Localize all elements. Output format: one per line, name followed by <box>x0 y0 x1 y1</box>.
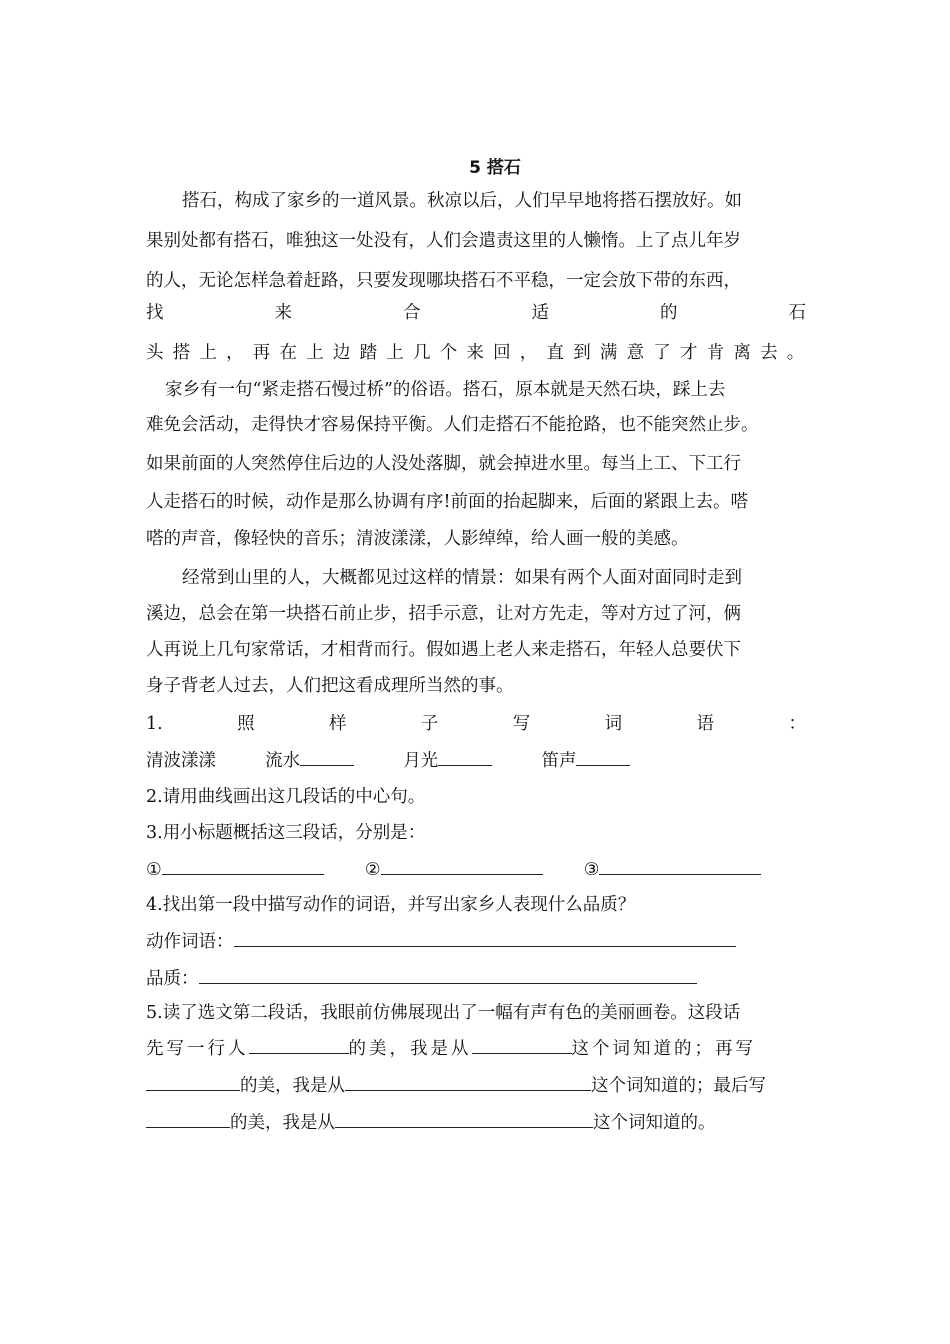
passage-line: 的人，无论怎样急着赶路，只要发现哪块搭石不平稳，一定会放下带的东西， <box>146 271 741 291</box>
question-1 <box>146 712 806 736</box>
q5-text: 先写一行人 <box>146 1039 249 1059</box>
spread-char: 来 <box>274 303 292 323</box>
q5-text: 的美，我是从 <box>230 1113 335 1133</box>
question-5-line2 <box>146 1036 756 1061</box>
q5-text: 这个词知道的。 <box>593 1113 716 1133</box>
passage-line: 身子背老人过去，人们把这看成理所当然的事。 <box>146 676 514 696</box>
spread-char: 适 <box>531 303 549 323</box>
q1-item: 笛声 <box>541 751 577 771</box>
answer-blank[interactable] <box>576 748 630 766</box>
answer-blank[interactable] <box>300 748 354 766</box>
marker-2: ② <box>364 860 381 880</box>
spread-char: 石 <box>788 303 806 323</box>
spread-char: 找 <box>146 303 164 323</box>
passage-line: 人走搭石的时候，动作是那么协调有序!前面的抬起脚来，后面的紧跟上去。嗒 <box>146 492 749 512</box>
marker-3: ③ <box>583 860 600 880</box>
passage-line: 头搭上，再在上边踏上几个来回，直到满意了才肯离去。 <box>146 343 814 363</box>
passage-line: 如果前面的人突然停住后边的人没处落脚，就会掉进水里。每当上工、下工行 <box>146 454 741 474</box>
q1-char: 写 <box>512 714 531 734</box>
q5-text: 这个词知道的；再写 <box>571 1039 756 1059</box>
question-3: 3.用小标题概括这三段话，分别是： <box>146 823 426 843</box>
passage-line: 果别处都有搭石，唯独这一处没有，人们会遣责这里的人懒惰。上了点儿年岁 <box>146 231 741 251</box>
quality-label: 品质： <box>146 969 199 989</box>
q1-char: 子 <box>420 714 439 734</box>
marker-1: ① <box>146 860 162 880</box>
answer-blank[interactable] <box>249 1036 349 1054</box>
question-5-line4 <box>146 1110 716 1135</box>
answer-blank[interactable] <box>234 929 736 947</box>
question-2: 2.请用曲线画出这几段话的中心句。 <box>146 787 426 807</box>
passage-line: 溪边，总会在第一块搭石前止步，招手示意，让对方先走，等对方过了河，俩 <box>146 604 741 624</box>
answer-blank[interactable] <box>381 857 543 875</box>
q1-example: 清波漾漾 <box>146 751 216 771</box>
answer-blank[interactable] <box>599 857 761 875</box>
question-4: 4.找出第一段中描写动作的词语，并写出家乡人表现什么品质？ <box>146 895 636 915</box>
passage-line: 嗒的声音，像轻快的音乐；清波漾漾，人影绰绰，给人画一般的美感。 <box>146 529 689 549</box>
question-1-items <box>146 748 630 773</box>
page-title: 5 搭石 <box>469 158 521 178</box>
answer-blank[interactable] <box>162 857 324 875</box>
answer-blank[interactable] <box>146 1073 240 1091</box>
q1-char: 样 <box>328 714 347 734</box>
answer-blank[interactable] <box>438 748 492 766</box>
q1-char: 1. <box>146 714 163 734</box>
spread-char: 的 <box>660 303 678 323</box>
question-4-action <box>146 929 736 954</box>
passage-line: 家乡有一句“紧走搭石慢过桥”的俗语。搭石，原本就是天然石块，踩上去 <box>165 380 726 400</box>
passage-line-justified <box>146 301 806 325</box>
question-5-line3 <box>146 1073 766 1098</box>
answer-blank[interactable] <box>199 966 697 984</box>
action-label: 动作词语： <box>146 932 234 952</box>
passage-line: 人再说上几句家常话，才相背而行。假如遇上老人来走搭石，年轻人总要伏下 <box>146 640 741 660</box>
spread-char: 合 <box>403 303 421 323</box>
q5-text: 的美，我是从 <box>240 1076 345 1096</box>
q1-char: 语 <box>696 714 715 734</box>
passage-line: 搭石，构成了家乡的一道风景。秋凉以后，人们早早地将搭石摆放好。如 <box>182 191 742 211</box>
q1-char: 照 <box>237 714 255 734</box>
passage-line: 难免会活动，走得快才容易保持平衡。人们走搭石不能抢路，也不能突然止步。 <box>146 415 759 435</box>
q1-char: ： <box>788 714 806 734</box>
answer-blank[interactable] <box>335 1110 593 1128</box>
passage-line: 经常到山里的人，大概都见过这样的情景：如果有两个人面对面同时走到 <box>182 568 742 588</box>
answer-blank[interactable] <box>146 1110 230 1128</box>
question-5: 5.读了选文第二段话，我眼前仿佛展现出了一幅有声有色的美丽画卷。这段话 <box>146 1003 741 1023</box>
q1-item: 月光 <box>403 751 439 771</box>
answer-blank[interactable] <box>345 1073 591 1091</box>
question-4-quality <box>146 966 697 991</box>
question-3-blanks <box>146 857 761 882</box>
q5-text: 的美，我是从 <box>348 1039 472 1059</box>
q1-char: 词 <box>604 714 623 734</box>
q1-item: 流水 <box>265 751 301 771</box>
answer-blank[interactable] <box>472 1036 572 1054</box>
q5-text: 这个词知道的；最后写 <box>591 1076 766 1096</box>
